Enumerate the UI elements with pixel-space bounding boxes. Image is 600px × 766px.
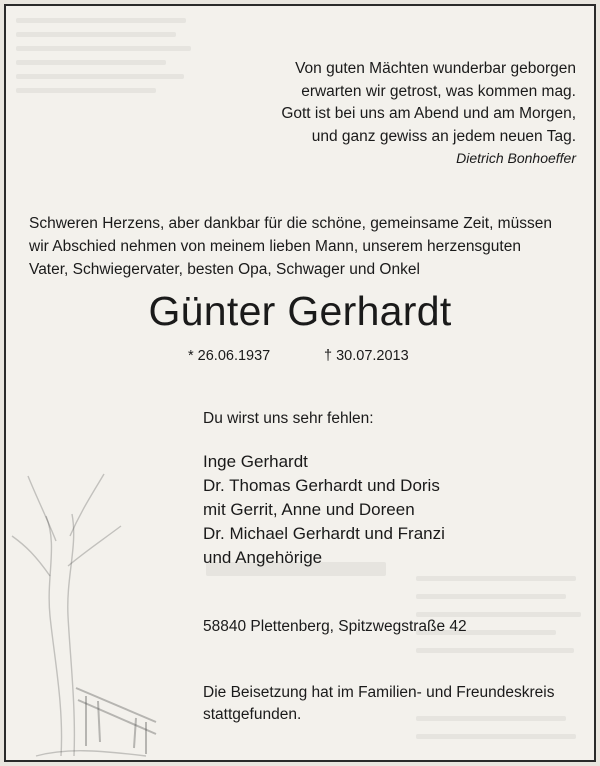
bleed-through-decoration <box>16 18 186 23</box>
birth-date: * 26.06.1937 <box>188 348 271 364</box>
mourners-list <box>203 450 445 570</box>
obituary-notice <box>4 4 596 762</box>
bleed-through-decoration <box>16 60 166 65</box>
poem-line: und ganz gewiss an jedem neuen Tag. <box>311 127 576 145</box>
bleed-through-decoration <box>416 734 576 739</box>
mourner-line: Dr. Michael Gerhardt und Franzi <box>203 524 445 543</box>
mourner-line: und Angehörige <box>203 548 323 567</box>
bleed-through-decoration <box>16 32 176 37</box>
deceased-name: Günter Gerhardt <box>148 288 452 334</box>
address: 58840 Plettenberg, Spitzwegstraße 42 <box>203 618 467 635</box>
funeral-line: stattgefunden. <box>203 706 302 723</box>
poem-author: Dietrich Bonhoeffer <box>456 150 576 166</box>
intro-line: Vater, Schwiegervater, besten Opa, Schwager und Onkel <box>29 261 420 278</box>
intro-text <box>29 212 589 281</box>
bleed-through-decoration <box>416 576 576 581</box>
funeral-line: Die Beisetzung hat im Familien- und Freundeskreis <box>203 684 555 701</box>
bleed-through-decoration <box>16 74 184 79</box>
closing-line: Du wirst uns sehr fehlen: <box>203 410 374 427</box>
bleed-through-decoration <box>416 612 581 617</box>
poem <box>281 58 576 148</box>
mourner-line: Inge Gerhardt <box>203 452 308 471</box>
death-date: † 30.07.2013 <box>324 348 409 364</box>
tree-bench-illustration <box>6 456 206 760</box>
funeral-note <box>203 682 555 726</box>
bleed-through-decoration <box>16 46 191 51</box>
bleed-through-decoration <box>16 88 156 93</box>
poem-line: Von guten Mächten wunderbar geborgen <box>295 60 576 77</box>
intro-line: wir Abschied nehmen von meinem lieben Mann, unserem herzensguten <box>29 238 521 255</box>
poem-line: erwarten wir getrost, was kommen mag. <box>301 82 576 100</box>
mourner-line: mit Gerrit, Anne und Doreen <box>203 500 415 519</box>
bleed-through-decoration <box>416 648 574 653</box>
bleed-through-decoration <box>416 594 566 599</box>
intro-line: Schweren Herzens, aber dankbar für die schöne, gemeinsame Zeit, müssen <box>29 215 552 232</box>
mourner-line: Dr. Thomas Gerhardt und Doris <box>203 476 440 495</box>
poem-line: Gott ist bei uns am Abend und am Morgen, <box>281 105 576 122</box>
